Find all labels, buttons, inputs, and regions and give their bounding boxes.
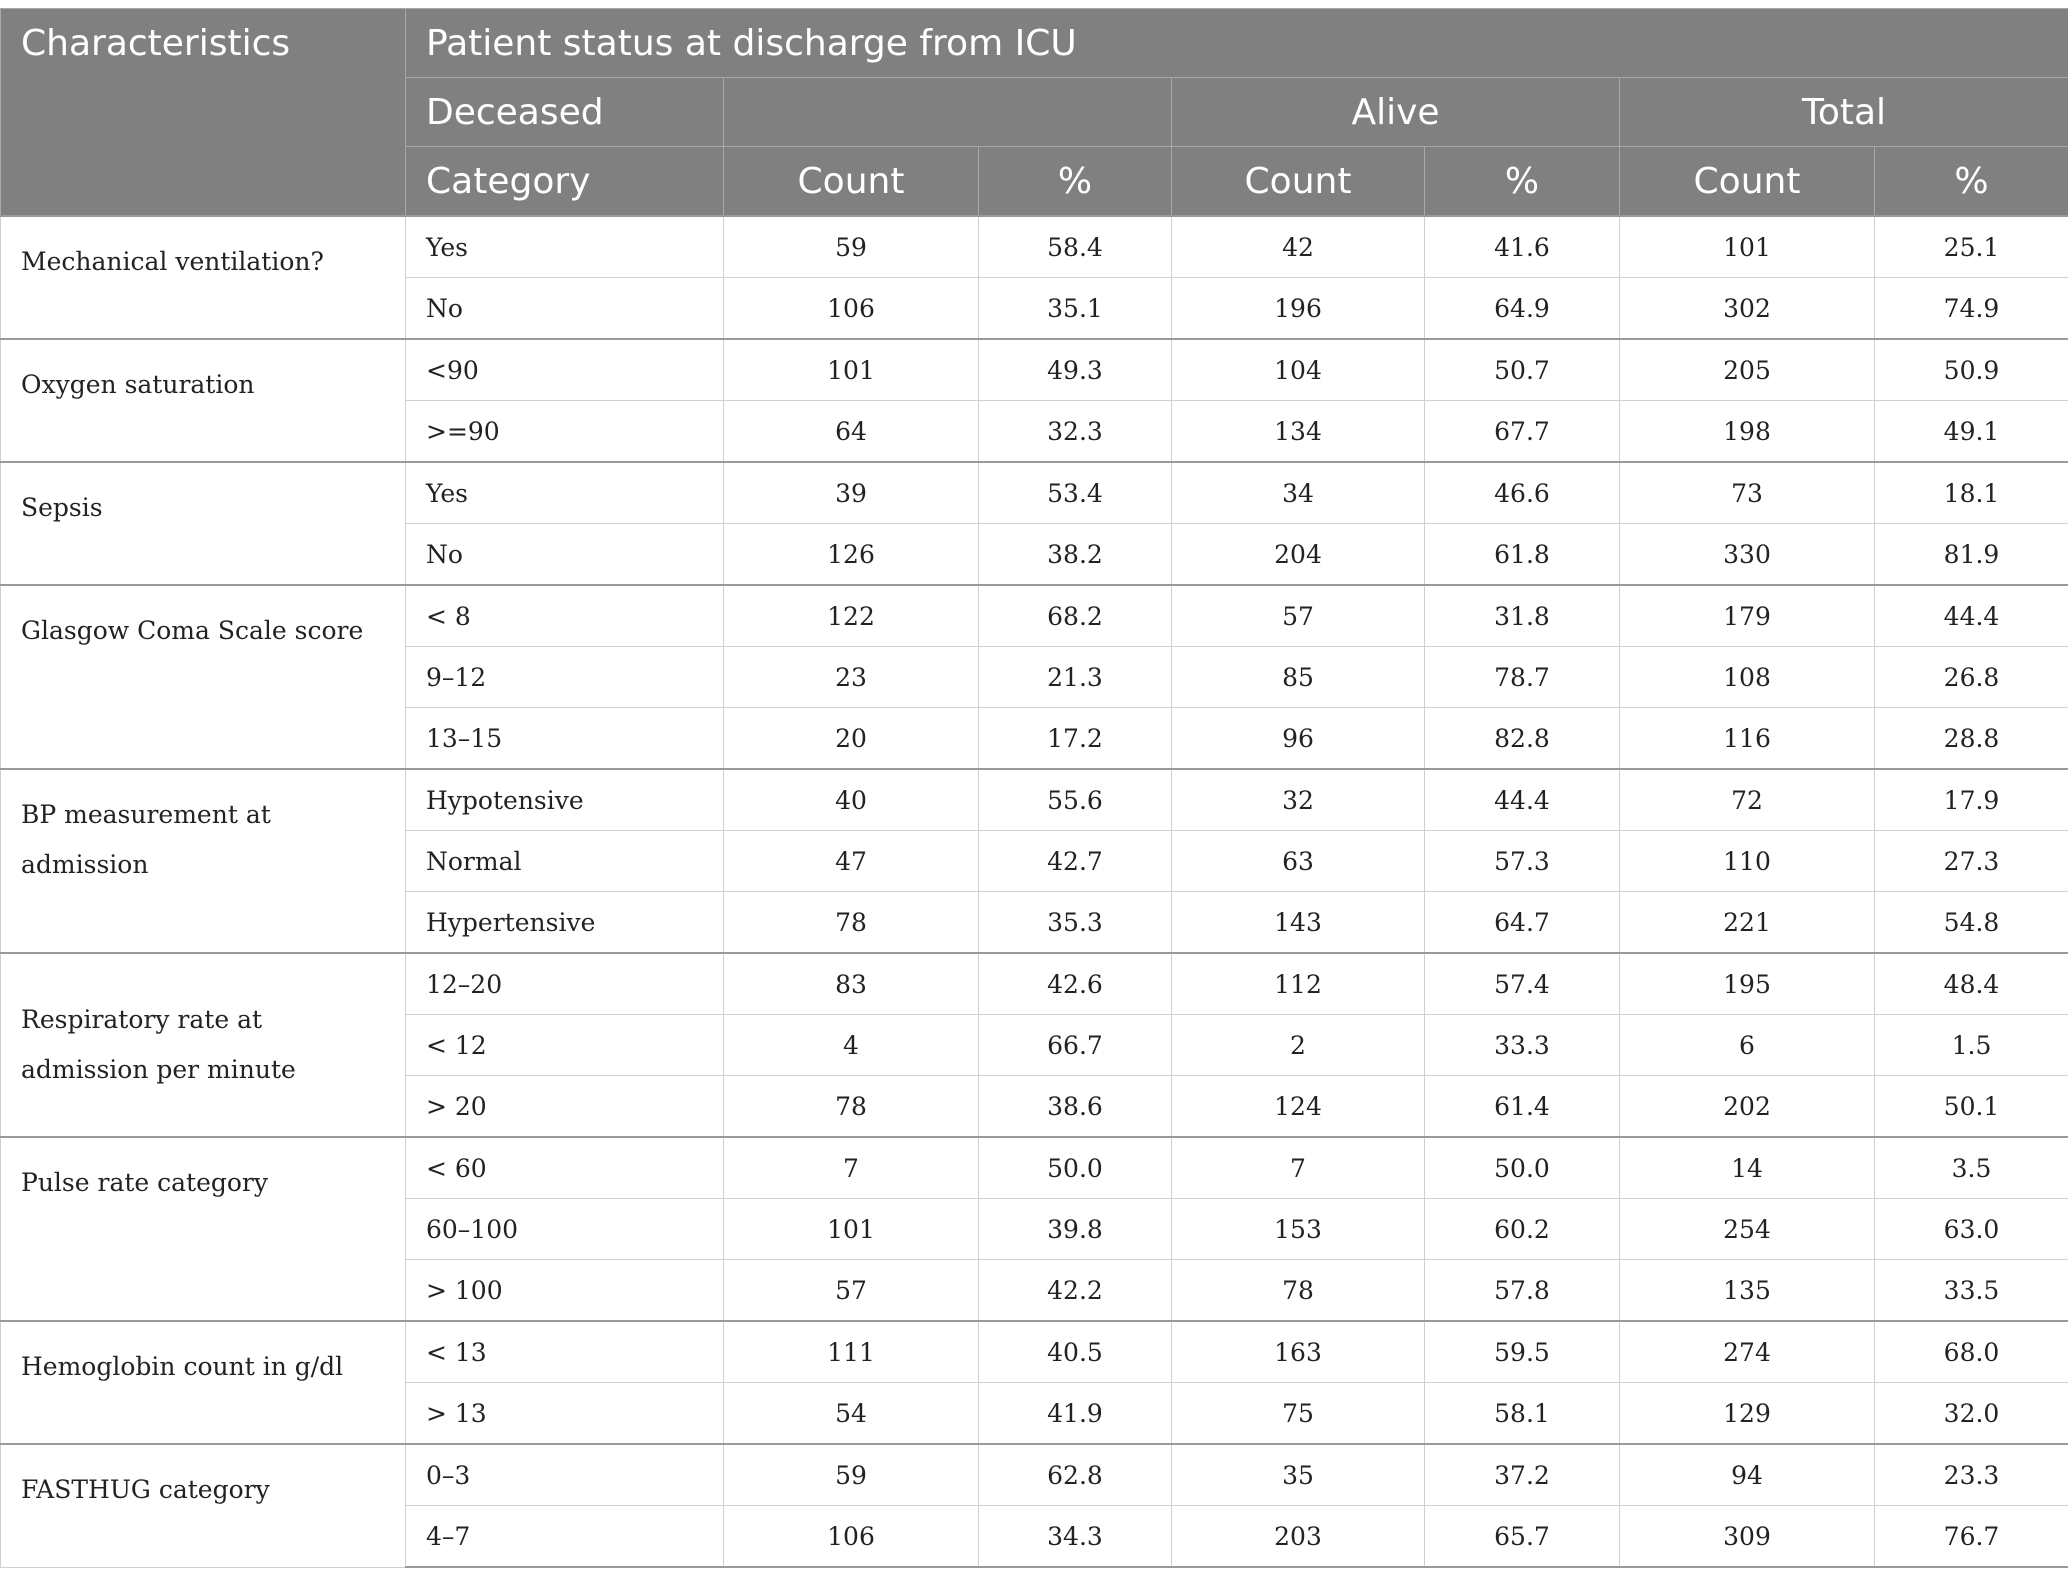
characteristic-label: Hemoglobin count in g/dl: [1, 1321, 406, 1444]
deceased-count-cell: 106: [724, 278, 979, 340]
alive-count-cell: 57: [1172, 585, 1425, 647]
deceased-percent-cell: 62.8: [979, 1444, 1172, 1506]
deceased-count-cell: 59: [724, 1444, 979, 1506]
alive-count-cell: 75: [1172, 1383, 1425, 1445]
total-percent-cell: 81.9: [1875, 524, 2068, 586]
total-count-cell: 198: [1620, 401, 1875, 463]
table-row: [1, 585, 2068, 647]
table-row: [1, 339, 2068, 401]
deceased-percent-cell: 32.3: [979, 401, 1172, 463]
characteristics-header: Characteristics: [1, 9, 406, 217]
deceased-count-cell: 78: [724, 892, 979, 954]
alive-count-cell: 143: [1172, 892, 1425, 954]
total-count-cell: 110: [1620, 831, 1875, 892]
alive-count-cell: 163: [1172, 1321, 1425, 1383]
total-percent-cell: 23.3: [1875, 1444, 2068, 1506]
deceased-count-cell: 106: [724, 1506, 979, 1568]
deceased-percent-cell: 41.9: [979, 1383, 1172, 1445]
deceased-percent-cell: 38.2: [979, 524, 1172, 586]
category-cell: 9–12: [406, 647, 724, 708]
alive-header: Alive: [1172, 78, 1620, 147]
total-percent-cell: 54.8: [1875, 892, 2068, 954]
total-percent-cell: 44.4: [1875, 585, 2068, 647]
characteristic-label: Pulse rate category: [1, 1137, 406, 1321]
category-cell: < 60: [406, 1137, 724, 1199]
total-count-cell: 14: [1620, 1137, 1875, 1199]
total-percent-cell: 28.8: [1875, 708, 2068, 770]
total-percent-cell: 1.5: [1875, 1015, 2068, 1076]
alive-count-cell: 7: [1172, 1137, 1425, 1199]
total-count-cell: 72: [1620, 769, 1875, 831]
alive-count-cell: 104: [1172, 339, 1425, 401]
deceased-count-cell: 59: [724, 216, 979, 278]
deceased-percent-cell: 42.7: [979, 831, 1172, 892]
category-header: Category: [406, 147, 724, 217]
category-cell: 60–100: [406, 1199, 724, 1260]
deceased-count-cell: 47: [724, 831, 979, 892]
deceased-percent-cell: 50.0: [979, 1137, 1172, 1199]
total-count-cell: 135: [1620, 1260, 1875, 1322]
total-count-cell: 205: [1620, 339, 1875, 401]
alive-percent-header: %: [1425, 147, 1620, 217]
deceased-percent-cell: 49.3: [979, 339, 1172, 401]
characteristic-label: Oxygen saturation: [1, 339, 406, 462]
deceased-percent-cell: 66.7: [979, 1015, 1172, 1076]
total-percent-header: %: [1875, 147, 2068, 217]
total-count-cell: 221: [1620, 892, 1875, 954]
alive-percent-cell: 59.5: [1425, 1321, 1620, 1383]
alive-count-header: Count: [1172, 147, 1425, 217]
alive-count-cell: 34: [1172, 462, 1425, 524]
deceased-count-header: Count: [724, 147, 979, 217]
deceased-count-cell: 7: [724, 1137, 979, 1199]
alive-percent-cell: 60.2: [1425, 1199, 1620, 1260]
alive-percent-cell: 57.4: [1425, 953, 1620, 1015]
characteristic-label: BP measurement at admission: [1, 769, 406, 953]
total-percent-cell: 74.9: [1875, 278, 2068, 340]
total-percent-cell: 50.1: [1875, 1076, 2068, 1138]
category-cell: <90: [406, 339, 724, 401]
category-cell: 0–3: [406, 1444, 724, 1506]
alive-percent-cell: 31.8: [1425, 585, 1620, 647]
alive-percent-cell: 50.7: [1425, 339, 1620, 401]
alive-count-cell: 203: [1172, 1506, 1425, 1568]
category-cell: < 12: [406, 1015, 724, 1076]
alive-percent-cell: 64.9: [1425, 278, 1620, 340]
deceased-percent-cell: 39.8: [979, 1199, 1172, 1260]
category-cell: > 13: [406, 1383, 724, 1445]
deceased-count-cell: 40: [724, 769, 979, 831]
status-title-header: Patient status at discharge from ICU: [406, 9, 2068, 78]
deceased-percent-cell: 34.3: [979, 1506, 1172, 1568]
alive-count-cell: 32: [1172, 769, 1425, 831]
total-count-cell: 195: [1620, 953, 1875, 1015]
alive-count-cell: 96: [1172, 708, 1425, 770]
total-percent-cell: 50.9: [1875, 339, 2068, 401]
alive-count-cell: 78: [1172, 1260, 1425, 1322]
characteristic-label: Glasgow Coma Scale score: [1, 585, 406, 769]
total-count-cell: 179: [1620, 585, 1875, 647]
patient-status-table: [0, 8, 2068, 1568]
total-percent-cell: 63.0: [1875, 1199, 2068, 1260]
alive-percent-cell: 78.7: [1425, 647, 1620, 708]
category-cell: < 13: [406, 1321, 724, 1383]
category-cell: 4–7: [406, 1506, 724, 1568]
table-row: [1, 1137, 2068, 1199]
total-count-cell: 116: [1620, 708, 1875, 770]
alive-count-cell: 35: [1172, 1444, 1425, 1506]
category-cell: Yes: [406, 216, 724, 278]
category-cell: > 20: [406, 1076, 724, 1138]
alive-count-cell: 153: [1172, 1199, 1425, 1260]
deceased-percent-cell: 38.6: [979, 1076, 1172, 1138]
total-percent-cell: 68.0: [1875, 1321, 2068, 1383]
alive-percent-cell: 82.8: [1425, 708, 1620, 770]
total-count-cell: 73: [1620, 462, 1875, 524]
deceased-count-cell: 101: [724, 339, 979, 401]
category-cell: 12–20: [406, 953, 724, 1015]
category-cell: No: [406, 524, 724, 586]
deceased-count-cell: 20: [724, 708, 979, 770]
alive-percent-cell: 61.8: [1425, 524, 1620, 586]
category-cell: < 8: [406, 585, 724, 647]
deceased-count-cell: 64: [724, 401, 979, 463]
characteristic-label: Sepsis: [1, 462, 406, 585]
table-row: [1, 1321, 2068, 1383]
alive-percent-cell: 65.7: [1425, 1506, 1620, 1568]
alive-percent-cell: 57.8: [1425, 1260, 1620, 1322]
total-percent-cell: 49.1: [1875, 401, 2068, 463]
alive-percent-cell: 46.6: [1425, 462, 1620, 524]
alive-percent-cell: 44.4: [1425, 769, 1620, 831]
deceased-percent-cell: 53.4: [979, 462, 1172, 524]
alive-count-cell: 42: [1172, 216, 1425, 278]
alive-count-cell: 204: [1172, 524, 1425, 586]
category-cell: 13–15: [406, 708, 724, 770]
total-percent-cell: 27.3: [1875, 831, 2068, 892]
table-row: [1, 1444, 2068, 1506]
category-cell: > 100: [406, 1260, 724, 1322]
deceased-percent-cell: 35.1: [979, 278, 1172, 340]
total-percent-cell: 26.8: [1875, 647, 2068, 708]
deceased-count-cell: 4: [724, 1015, 979, 1076]
total-count-cell: 309: [1620, 1506, 1875, 1568]
total-count-cell: 274: [1620, 1321, 1875, 1383]
alive-percent-cell: 64.7: [1425, 892, 1620, 954]
total-percent-cell: 33.5: [1875, 1260, 2068, 1322]
category-cell: Hypotensive: [406, 769, 724, 831]
deceased-percent-cell: 42.2: [979, 1260, 1172, 1322]
total-count-cell: 94: [1620, 1444, 1875, 1506]
deceased-percent-cell: 68.2: [979, 585, 1172, 647]
deceased-count-cell: 83: [724, 953, 979, 1015]
alive-count-cell: 63: [1172, 831, 1425, 892]
table-row: [1, 462, 2068, 524]
deceased-count-cell: 23: [724, 647, 979, 708]
deceased-count-cell: 57: [724, 1260, 979, 1322]
deceased-percent-cell: 35.3: [979, 892, 1172, 954]
total-count-cell: 254: [1620, 1199, 1875, 1260]
characteristic-label: Respiratory rate at admission per minute: [1, 953, 406, 1137]
empty-header-cell: [724, 78, 1172, 147]
deceased-percent-header: %: [979, 147, 1172, 217]
category-cell: Normal: [406, 831, 724, 892]
table-row: [1, 769, 2068, 831]
alive-percent-cell: 58.1: [1425, 1383, 1620, 1445]
characteristic-label: FASTHUG category: [1, 1444, 406, 1567]
deceased-count-cell: 78: [724, 1076, 979, 1138]
alive-count-cell: 124: [1172, 1076, 1425, 1138]
total-percent-cell: 3.5: [1875, 1137, 2068, 1199]
alive-percent-cell: 50.0: [1425, 1137, 1620, 1199]
alive-count-cell: 2: [1172, 1015, 1425, 1076]
total-count-cell: 202: [1620, 1076, 1875, 1138]
total-percent-cell: 48.4: [1875, 953, 2068, 1015]
category-cell: >=90: [406, 401, 724, 463]
table-row: [1, 216, 2068, 278]
alive-count-cell: 85: [1172, 647, 1425, 708]
total-count-header: Count: [1620, 147, 1875, 217]
alive-percent-cell: 41.6: [1425, 216, 1620, 278]
total-percent-cell: 17.9: [1875, 769, 2068, 831]
table-header: [1, 9, 2068, 217]
alive-percent-cell: 67.7: [1425, 401, 1620, 463]
deceased-percent-cell: 42.6: [979, 953, 1172, 1015]
category-cell: No: [406, 278, 724, 340]
deceased-count-cell: 101: [724, 1199, 979, 1260]
characteristic-label: Mechanical ventilation?: [1, 216, 406, 339]
total-percent-cell: 18.1: [1875, 462, 2068, 524]
deceased-count-cell: 54: [724, 1383, 979, 1445]
total-count-cell: 330: [1620, 524, 1875, 586]
deceased-count-cell: 111: [724, 1321, 979, 1383]
deceased-header: Deceased: [406, 78, 724, 147]
category-cell: Yes: [406, 462, 724, 524]
deceased-percent-cell: 55.6: [979, 769, 1172, 831]
deceased-percent-cell: 58.4: [979, 216, 1172, 278]
total-count-cell: 101: [1620, 216, 1875, 278]
total-percent-cell: 76.7: [1875, 1506, 2068, 1568]
alive-percent-cell: 33.3: [1425, 1015, 1620, 1076]
deceased-count-cell: 39: [724, 462, 979, 524]
deceased-count-cell: 126: [724, 524, 979, 586]
alive-percent-cell: 61.4: [1425, 1076, 1620, 1138]
total-count-cell: 129: [1620, 1383, 1875, 1445]
alive-percent-cell: 57.3: [1425, 831, 1620, 892]
total-header: Total: [1620, 78, 2068, 147]
total-percent-cell: 25.1: [1875, 216, 2068, 278]
total-percent-cell: 32.0: [1875, 1383, 2068, 1445]
total-count-cell: 302: [1620, 278, 1875, 340]
category-cell: Hypertensive: [406, 892, 724, 954]
table-row: [1, 953, 2068, 1015]
deceased-percent-cell: 17.2: [979, 708, 1172, 770]
deceased-count-cell: 122: [724, 585, 979, 647]
alive-percent-cell: 37.2: [1425, 1444, 1620, 1506]
deceased-percent-cell: 21.3: [979, 647, 1172, 708]
total-count-cell: 6: [1620, 1015, 1875, 1076]
alive-count-cell: 196: [1172, 278, 1425, 340]
alive-count-cell: 112: [1172, 953, 1425, 1015]
alive-count-cell: 134: [1172, 401, 1425, 463]
table-body: [1, 216, 2068, 1567]
total-count-cell: 108: [1620, 647, 1875, 708]
deceased-percent-cell: 40.5: [979, 1321, 1172, 1383]
